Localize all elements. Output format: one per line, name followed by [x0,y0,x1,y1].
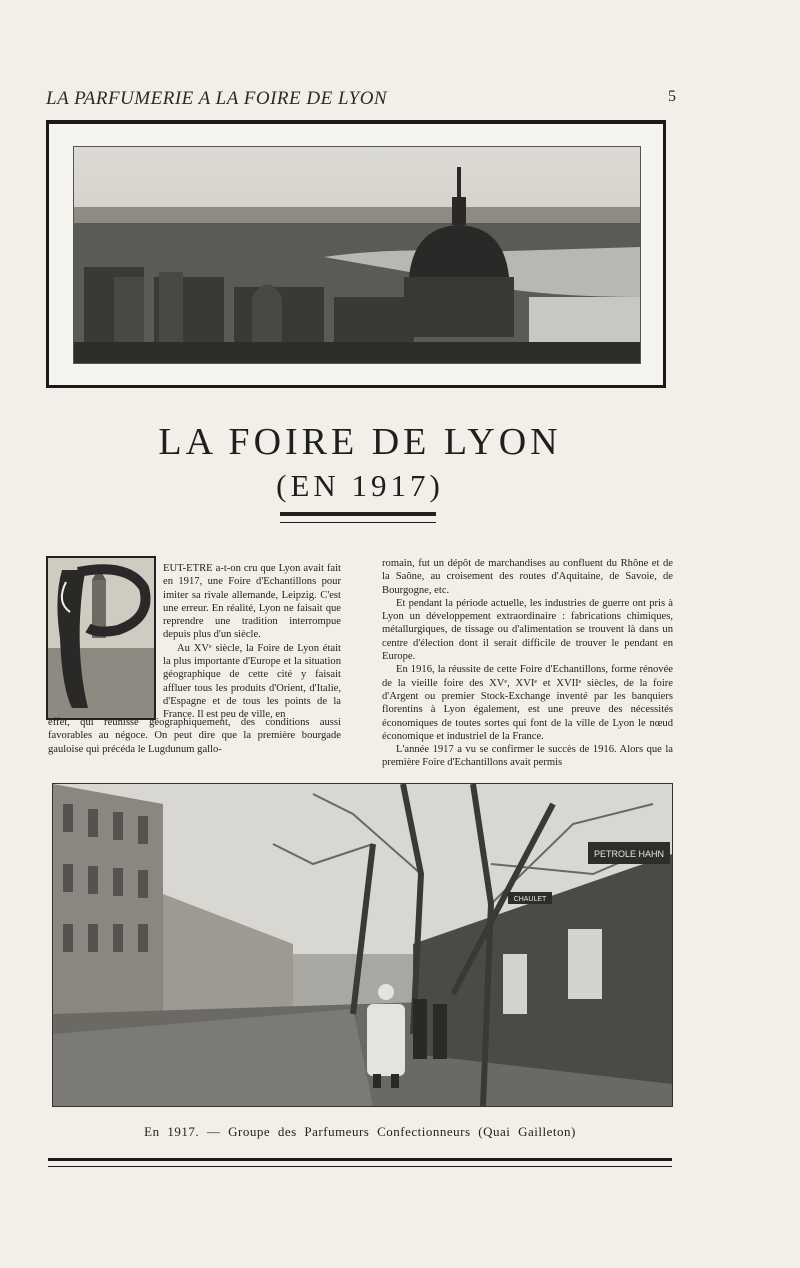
paragraph-gauls: effet, qui réunisse géographiquement, des conditions aussi favorables au négoce. On peut dire que la première bourgade gauloise qui précéda le Lugdunum gallo- [48,717,341,755]
paragraph-1916: En 1916, la réussite de cette Foire d'Echantillons, forme rénovée de la vieille foire des XVᵉ, XVIᵉ et XVIIᵉ siècles, de la foire d'Argent ou premier Stock-Exchange inventé par les banquiers florentins à Lyon également, est une preuve des nécessités économiques de toutes sortes qui font de la ville de Lyon le nœud économique et industriel de la France. [382,664,673,742]
column-1-top [163,562,341,722]
paragraph-war-industries: Et pendant la période actuelle, les industries de guerre ont pris à Lyon un développement extraordinaire : fabrications chimiques, métallurgiques, de tissage ou d'alimentation se trouvent là dans un centre d'élection dont il serait difficile de trouver le pendant en Europe. [382,597,673,663]
quai-gailleton-photo [52,783,673,1107]
paragraph-roman: romain, fut un dépôt de marchandises au confluent du Rhône et de la Saône, au croisement des routes d'Aquitaine, de Savoie, de Bourgogne, etc. [382,558,673,596]
column-2 [382,557,673,770]
column-1-bottom [48,716,341,756]
page-number: 5 [668,88,676,105]
footer-rule-thin [48,1166,672,1167]
article-title: LA FOIRE DE LYON [158,421,562,463]
chaulet-sign: CHAULET [513,896,547,903]
petrole-hahn-sign: PETROLE HAHN [593,849,665,859]
title-rule [280,512,436,516]
article-subtitle: (EN 1917) [276,468,444,503]
paragraph-xv-century: Au XVᵉ siècle, la Foire de Lyon était la plus importante d'Europe et la situation géographique de cette cité y faisait affluer tous les produits d'Orient, d'Italie, d'Espagne et de tous les points de la France. Il est peu de ville, en [163,642,341,721]
footer-rule [48,1158,672,1161]
running-title: LA PARFUMERIE A LA FOIRE DE LYON [46,88,388,109]
illuminated-initial [46,556,156,720]
running-header [46,88,676,112]
lyon-panorama-photo [73,146,641,364]
title-rule-thin [280,522,436,523]
top-photo-frame [46,120,666,388]
paragraph-opening: EUT-ETRE a-t-on cru que Lyon avait fait en 1917, une Foire d'Echantillons pour imiter sa rivale allemande, Leipzig. C'est une erreur. En réalité, Lyon ne faisait que reprendre une tradition interrompue depuis plus d'un siècle. [163,563,341,641]
photo-caption: En 1917. — Groupe des Parfumeurs Confectionneurs (Quai Gailleton) [144,1124,576,1139]
paragraph-1917: L'année 1917 a vu se confirmer le succès de 1916. Alors que la première Foire d'Echantillons avait permis [382,744,673,769]
